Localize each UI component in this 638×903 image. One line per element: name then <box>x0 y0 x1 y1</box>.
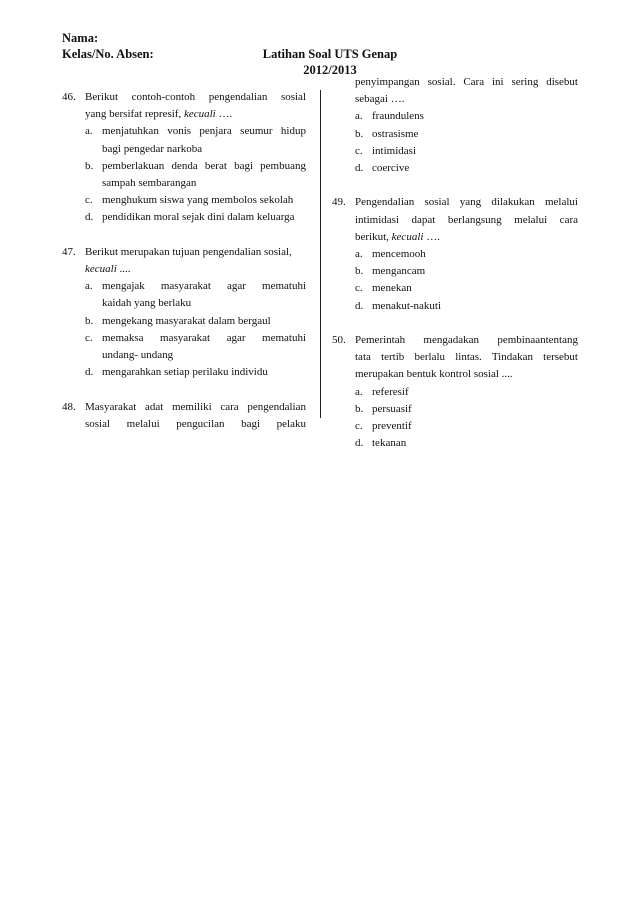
question-number: 50. <box>332 334 346 347</box>
option-text: sampah sembarangan <box>102 177 197 190</box>
question-keyword: kecuali <box>85 263 117 276</box>
option-text: preventif <box>372 420 412 433</box>
option-b[interactable] <box>355 401 578 418</box>
question-text-part: berikut, <box>355 230 392 243</box>
option-letter: c. <box>355 144 363 157</box>
question-text-line: Masyarakat adat memiliki cara pengendalian <box>85 400 306 413</box>
option-text: fraundulens <box>372 110 424 123</box>
question-text-line <box>85 106 306 123</box>
option-letter: b. <box>355 127 364 140</box>
question-text-line: Pemerintah mengadakan pembinaantentang <box>355 334 578 347</box>
option-letter: a. <box>355 110 363 123</box>
option-letter: c. <box>355 420 363 433</box>
option-letter: c. <box>355 282 363 295</box>
name-label: Nama: <box>62 31 99 45</box>
option-letter: c. <box>85 194 93 207</box>
option-letter: b. <box>85 159 94 172</box>
option-text: mengekang masyarakat dalam bergaul <box>102 314 271 327</box>
option-b[interactable] <box>355 126 578 143</box>
option-text: undang- undang <box>102 349 174 362</box>
question-46 <box>62 89 306 227</box>
option-letter: d. <box>355 299 364 312</box>
question-text-line <box>355 229 578 246</box>
option-text: menekan <box>372 282 412 295</box>
left-column <box>62 89 306 433</box>
option-text: mengancam <box>372 265 426 278</box>
option-b[interactable] <box>85 313 306 330</box>
column-divider <box>320 90 321 418</box>
option-c[interactable] <box>355 143 578 160</box>
option-text: mengarahkan setiap perilaku individu <box>102 366 268 379</box>
option-b[interactable] <box>355 263 578 280</box>
question-text-line: sebagai …. <box>355 93 405 106</box>
question-text-part: .... <box>116 263 131 276</box>
option-text: mengajak masyarakat agar mematuhi <box>102 280 306 293</box>
option-c[interactable] <box>355 280 578 297</box>
option-letter: d. <box>355 162 364 175</box>
question-text-line: merupakan bentuk kontrol sosial .... <box>355 368 513 381</box>
option-text: referesif <box>372 385 409 398</box>
option-d[interactable] <box>355 160 578 177</box>
option-text: tekanan <box>372 437 407 450</box>
question-number: 48. <box>62 400 76 413</box>
option-letter: b. <box>355 402 364 415</box>
option-letter: a. <box>355 248 363 261</box>
option-letter: d. <box>85 366 94 379</box>
option-a[interactable] <box>355 384 578 401</box>
option-d[interactable] <box>355 435 578 452</box>
option-letter: a. <box>85 125 93 138</box>
question-text-line: penyimpangan sosial. Cara ini sering disebut <box>355 76 578 88</box>
option-d[interactable] <box>355 298 578 315</box>
question-47 <box>62 244 306 382</box>
question-number: 46. <box>62 91 76 103</box>
question-text-line: Berikut contoh-contoh pengendalian sosial <box>85 91 306 103</box>
option-c[interactable] <box>85 192 306 209</box>
option-d[interactable] <box>85 364 306 381</box>
option-text: memaksa masyarakat agar mematuhi <box>102 331 306 344</box>
option-letter: b. <box>355 265 364 278</box>
option-text: kaidah yang berlaku <box>102 297 192 310</box>
question-49 <box>332 194 578 314</box>
option-a[interactable] <box>355 246 578 263</box>
option-c[interactable] <box>85 330 306 364</box>
option-letter: a. <box>355 385 363 398</box>
question-text-part: yang bersifat represif, <box>85 108 184 121</box>
question-48-continued <box>332 74 578 177</box>
option-a[interactable] <box>85 278 306 312</box>
spacer <box>332 315 578 332</box>
question-text-line: Berikut merupakan tujuan pengendalian sosial, <box>85 245 292 258</box>
question-text-line: tata tertib berlalu lintas. Tindakan tersebut <box>355 351 578 364</box>
spacer <box>62 381 306 398</box>
spacer <box>332 177 578 194</box>
right-column <box>332 74 578 452</box>
option-letter: a. <box>85 280 93 293</box>
option-text: pemberlakuan denda berat bagi pembuang <box>102 159 306 172</box>
option-text: persuasif <box>372 402 412 415</box>
option-letter: d. <box>85 211 94 224</box>
question-50 <box>332 332 578 452</box>
option-text: menjatuhkan vonis penjara seumur hidup <box>102 125 306 138</box>
option-text: pendidikan moral sejak dini dalam keluarga <box>102 211 295 224</box>
question-number: 47. <box>62 245 76 258</box>
option-text: ostrasisme <box>372 127 419 140</box>
class-number-label: Kelas/No. Absen: <box>62 47 154 61</box>
option-d[interactable] <box>85 209 306 226</box>
exam-year: 2012/2013 <box>303 63 357 77</box>
spacer <box>62 227 306 244</box>
question-text-part: …. <box>423 230 440 243</box>
option-letter: c. <box>85 331 93 344</box>
option-text: menakut-nakuti <box>372 299 442 312</box>
question-text-part: …. <box>215 108 233 121</box>
question-text-line <box>85 261 306 278</box>
question-number: 49. <box>332 196 346 209</box>
option-b[interactable] <box>85 158 306 192</box>
option-letter: b. <box>85 314 94 327</box>
question-text-line: intimidasi dapat berlangsung melalui cara <box>355 213 578 226</box>
option-c[interactable] <box>355 418 578 435</box>
option-text: intimidasi <box>372 144 416 157</box>
question-text-line: sosial melalui pengucilan bagi pelaku <box>85 417 306 430</box>
question-48 <box>62 399 306 433</box>
option-letter: d. <box>355 437 364 450</box>
question-keyword: kecuali <box>391 230 424 243</box>
question-keyword: kecuali <box>183 108 216 121</box>
option-text: mencemooh <box>372 248 426 261</box>
option-text: bagi pengedar narkoba <box>102 142 203 155</box>
exam-title: Latihan Soal UTS Genap <box>262 47 398 61</box>
option-text: coercive <box>372 162 410 175</box>
option-a[interactable] <box>355 108 578 125</box>
option-a[interactable] <box>85 123 306 157</box>
question-text-line: Pengendalian sosial yang dilakukan melalui <box>355 196 578 209</box>
option-text: menghukum siswa yang membolos sekolah <box>102 194 294 207</box>
